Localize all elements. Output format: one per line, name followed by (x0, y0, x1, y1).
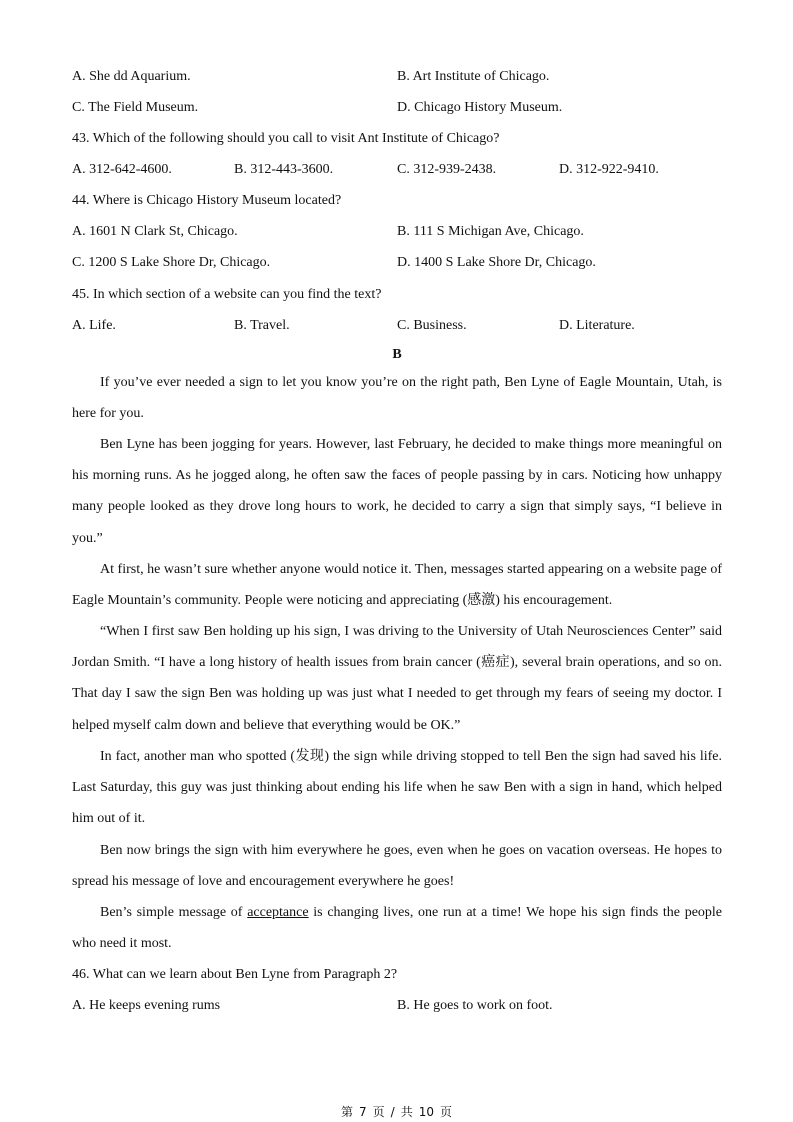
underlined-word-acceptance: acceptance (247, 905, 309, 920)
passage-paragraph-2 (72, 429, 722, 554)
footer-slash: / (390, 1105, 395, 1119)
passage-paragraph-5 (72, 741, 722, 835)
q45-option-b: B. Travel. (234, 318, 290, 333)
footer-ye: 页 (372, 1105, 385, 1119)
q43-option-a: A. 312-642-4600. (72, 162, 172, 177)
passage-paragraph-1-text: If you’ve ever needed a sign to let you know you’re on the right path, Ben Lyne of Eagle Mountain, Utah, is here for you. (72, 375, 722, 422)
passage-paragraph-3 (72, 554, 722, 616)
q42-option-a: A. She dd Aquarium. (72, 69, 191, 84)
passage-paragraph-1 (72, 367, 722, 429)
q45-question: 45. In which section of a website can you find the text? (72, 287, 382, 302)
q46-option-a: A. He keeps evening rums (72, 998, 221, 1013)
q44-option-a: A. 1601 N Clark St, Chicago. (72, 224, 238, 239)
q46-question: 46. What can we learn about Ben Lyne from Paragraph 2? (72, 967, 398, 982)
q43-question: 43. Which of the following should you call to visit Ant Institute of Chicago? (72, 131, 500, 146)
passage-paragraph-2-text: Ben Lyne has been jogging for years. However, last February, he decided to make things more meaningful on his morning runs. As he jogged along, he often saw the faces of people passing by in cars. Noticing how unhappy many people looked as they drove long hours to work, he decided to carry a sign that simply says, “I believe in you.” (72, 437, 722, 546)
q44-option-b: B. 111 S Michigan Ave, Chicago. (397, 224, 584, 239)
q45-option-d: D. Literature. (559, 318, 635, 333)
footer-page-number: 7 (359, 1105, 367, 1119)
footer-di: 第 (340, 1105, 353, 1119)
passage-paragraph-7-after: is changing lives, one run at a time! We hope his sign finds the people who need it most. (72, 905, 723, 952)
q46-option-b: B. He goes to work on foot. (397, 998, 553, 1013)
page-footer (0, 1104, 793, 1120)
q43-option-b: B. 312-443-3600. (234, 162, 334, 177)
passage-paragraph-7-before: Ben’s simple message of (100, 905, 248, 920)
footer-gong: 共 (400, 1105, 413, 1119)
footer-total-pages: 10 (418, 1105, 434, 1119)
q45-option-c: C. Business. (397, 318, 467, 333)
passage-paragraph-3-text: At first, he wasn’t sure whether anyone would notice it. Then, messages started appearing on a website page of Eagle Mountain’s community. People were noticing and appreciating (感激) his encouragement. (72, 562, 722, 609)
passage-paragraph-6 (72, 835, 722, 897)
passage-paragraph-4 (72, 616, 722, 741)
q45-option-a: A. Life. (72, 318, 116, 333)
q43-option-c: C. 312-939-2438. (397, 162, 497, 177)
q44-option-c: C. 1200 S Lake Shore Dr, Chicago. (72, 255, 271, 270)
q44-option-d: D. 1400 S Lake Shore Dr, Chicago. (397, 255, 596, 270)
q44-question: 44. Where is Chicago History Museum located? (72, 193, 342, 208)
q42-option-d: D. Chicago History Museum. (397, 100, 563, 115)
q43-option-d: D. 312-922-9410. (559, 162, 659, 177)
section-heading-b: B (392, 347, 402, 362)
passage-paragraph-4-text: “When I first saw Ben holding up his sign, I was driving to the University of Utah Neurosciences Center” said Jordan Smith. “I have a long history of health issues from brain cancer (癌症), several brain operations, and so on. That day I saw the sign Ben was holding up was just what I needed to get through my fears of seeing my doctor. I helped myself calm down and believe that everything would be OK.” (72, 624, 722, 733)
passage-paragraph-5-text: In fact, another man who spotted (发现) the sign while driving stopped to tell Ben the sign had saved his life. Last Saturday, this guy was just thinking about ending his life when he saw Ben with a sign in hand, which helped him out of it. (72, 749, 722, 827)
q42-option-b: B. Art Institute of Chicago. (397, 69, 550, 84)
q42-option-c: C. The Field Museum. (72, 100, 199, 115)
passage-paragraph-7 (72, 897, 722, 959)
passage-paragraph-6-text: Ben now brings the sign with him everywhere he goes, even when he goes on vacation overseas. He hopes to spread his message of love and encouragement everywhere he goes! (72, 843, 722, 890)
footer-ye-2: 页 (440, 1105, 453, 1119)
